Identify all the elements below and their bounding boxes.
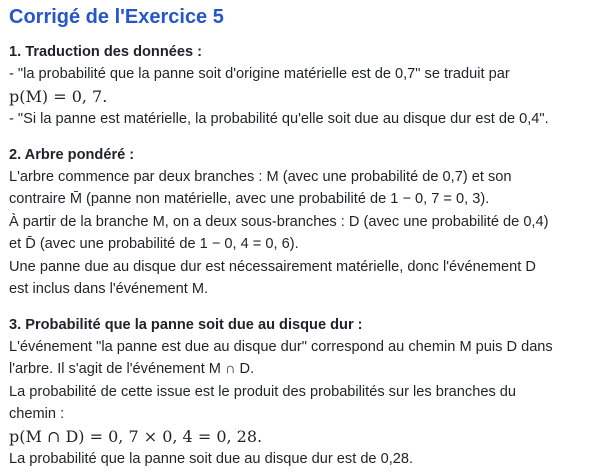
text-line: - "la probabilité que la panne soit d'origine matérielle est de 0,7" se traduit par (9, 66, 510, 82)
page-title: Corrigé de l'Exercice 5 (9, 6, 224, 28)
text-line: L'événement "la panne est due au disque dur" correspond au chemin M puis D dans (9, 338, 553, 355)
text-line: l'arbre. Il s'agit de l'événement M ∩ D. (9, 361, 255, 377)
text-line: - "Si la panne est matérielle, la probabilité qu'elle soit due au disque dur est de 0,4". (9, 111, 549, 127)
text-line: À partir de la branche M, on a deux sous-branches : D (avec une probabilité de 0,4) (9, 213, 549, 230)
text-line: Une panne due au disque dur est nécessairement matérielle, donc l'événement D (9, 258, 536, 275)
section-heading: 3. Probabilité que la panne soit due au disque dur : (9, 316, 363, 333)
section-tree (9, 144, 592, 301)
math-line: p(M) = 0, 7. (9, 86, 108, 106)
text-line: chemin : (9, 406, 65, 422)
section-translation (9, 41, 592, 131)
section-probability (9, 314, 592, 471)
text-line: L'arbre commence par deux branches : M (avec une probabilité de 0,7) et son (9, 168, 512, 185)
text-line: est inclus dans l'événement M. (9, 281, 209, 297)
text-line: et D̄ (avec une probabilité de 1 − 0, 4 = 0, 6). (9, 236, 299, 252)
text-line: contraire M̄ (panne non matérielle, avec une probabilité de 1 − 0, 7 = 0, 3). (9, 191, 490, 207)
section-heading: 2. Arbre pondéré : (9, 146, 135, 163)
text-line: La probabilité de cette issue est le produit des probabilités sur les branches du (9, 383, 517, 400)
text-line: La probabilité que la panne soit due au disque dur est de 0,28. (9, 451, 414, 467)
math-line: p(M ∩ D) = 0, 7 × 0, 4 = 0, 28. (9, 426, 263, 446)
section-heading: 1. Traduction des données : (9, 44, 202, 60)
